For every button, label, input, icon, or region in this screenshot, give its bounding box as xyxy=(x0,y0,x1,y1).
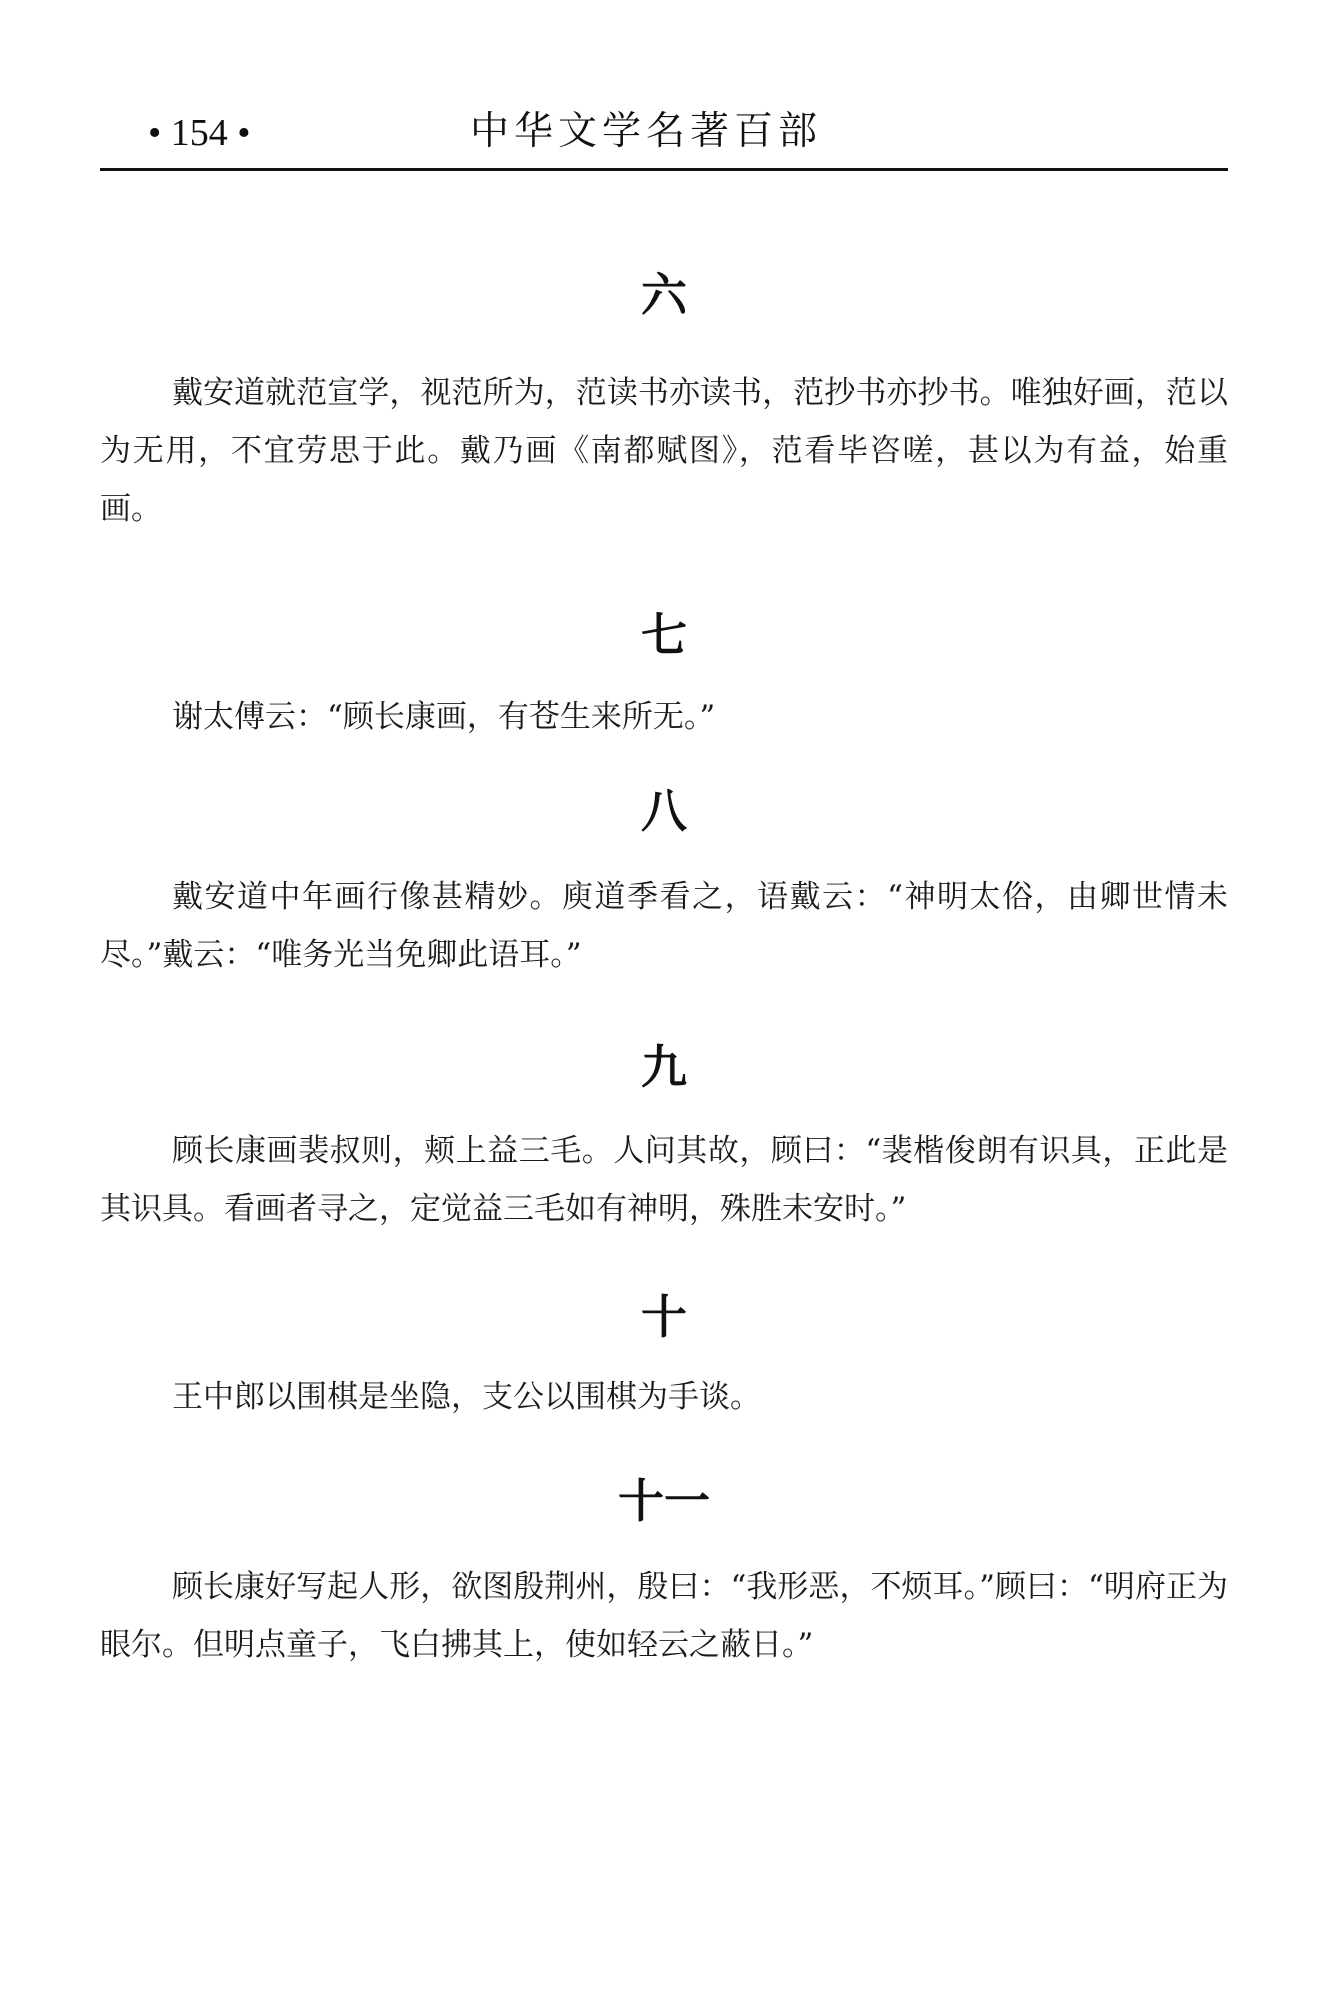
section-paragraph: 顾长康好写起人形，欲图殷荆州，殷曰：“我形恶，不烦耳。”顾曰：“明府正为眼尔。但明点童子，飞白拂其上，使如轻云之蔽日。” xyxy=(100,1569,1228,1663)
section-heading: 八 xyxy=(641,784,687,838)
section-heading: 六 xyxy=(641,268,687,322)
section-10 xyxy=(100,1290,1228,1426)
section-heading: 十 xyxy=(641,1290,687,1344)
section-9 xyxy=(100,1040,1228,1238)
section-heading: 十一 xyxy=(618,1474,710,1528)
section-6 xyxy=(100,268,1228,538)
running-title: 中华文学名著百部 xyxy=(470,109,823,154)
section-8 xyxy=(100,784,1228,984)
page-body xyxy=(100,268,1228,1674)
section-heading: 七 xyxy=(641,608,687,662)
section-paragraph: 戴安道中年画行像甚精妙。庾道季看之，语戴云：“神明太俗，由卿世情未尽。”戴云：“唯务光当免卿此语耳。” xyxy=(100,879,1228,973)
section-11 xyxy=(100,1474,1228,1674)
section-7 xyxy=(100,608,1228,746)
page-number: • 154 • xyxy=(148,112,251,154)
section-paragraph: 谢太傅云：“顾长康画，有苍生来所无。” xyxy=(172,699,716,735)
section-heading: 九 xyxy=(641,1040,687,1094)
page-header xyxy=(100,100,1228,171)
section-paragraph: 顾长康画裴叔则，颊上益三毛。人问其故，顾曰：“裴楷俊朗有识具，正此是其识具。看画者寻之，定觉益三毛如有神明，殊胜未安时。” xyxy=(100,1133,1228,1227)
section-paragraph: 戴安道就范宣学，视范所为，范读书亦读书，范抄书亦抄书。唯独好画，范以为无用，不宜劳思于此。戴乃画《南都赋图》，范看毕咨嗟，甚以为有益，始重画。 xyxy=(100,375,1228,527)
section-paragraph: 王中郎以围棋是坐隐，支公以围棋为手谈。 xyxy=(172,1379,761,1415)
